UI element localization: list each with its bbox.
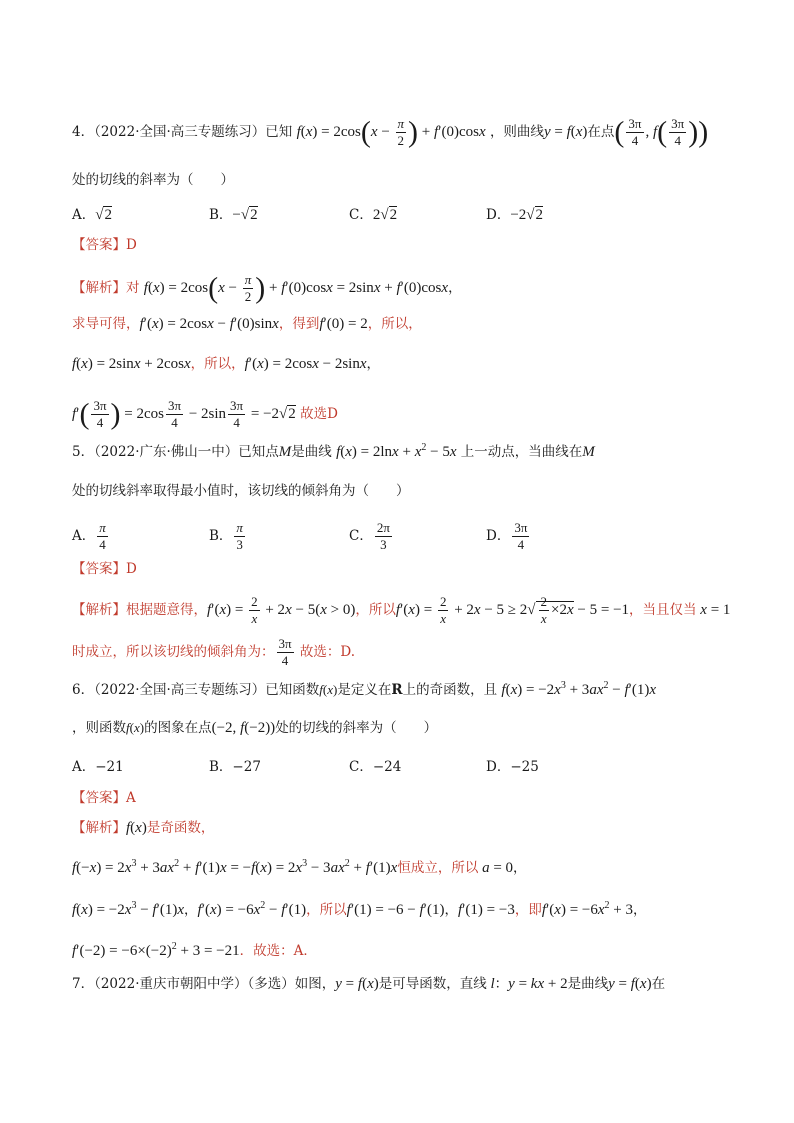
q4-option-d: D．−2√2 bbox=[486, 207, 544, 223]
q4-curve: y = f(x) bbox=[543, 123, 588, 140]
q4-mid: ，则曲线 bbox=[489, 123, 544, 140]
q5-option-b: B． $\frac{\pi}{3}$ bbox=[209, 520, 243, 552]
answer-value: D bbox=[126, 561, 137, 577]
answer-label: 【答案】 bbox=[72, 790, 126, 806]
answer-label: 【答案】 bbox=[72, 561, 126, 577]
q4-at-point: 在点 bbox=[587, 123, 615, 140]
q5-answer bbox=[72, 559, 137, 579]
q6-stem: 6．（2022·全国·高三专题练习）已知函数f(x)是定义在R上的奇函数，且 $f(x) = -2x^3 + 3ax^2 - f'(1)x$ bbox=[72, 680, 657, 698]
q6-option-b: B．−27 bbox=[209, 759, 261, 775]
q4-header: 4．（2022·全国·高三专题练习）已知 bbox=[72, 123, 293, 140]
q4-analysis-3: f(x) = 2sinx + 2cosx，所以，f′(x) = 2cosx − 2sinx， bbox=[72, 356, 381, 372]
q4-function-expr: f(x) = 2cos(x − $\frac{\pi}{2}$ ) + f′(0)cosx bbox=[296, 115, 486, 149]
q6-analysis-3: $f(x) = -2x^3 - f'(1)x$，$f'(x) = -6x^2 - f'(1)$，所以f′(1) = −6 − f′(1)，f′(1) = −3，即$f'(x) = -6x^2 + 3$， bbox=[72, 900, 647, 918]
q6-analysis-2: $f(-x) = 2x^3 + 3ax^2 + f'(1)x = -f(x) = 2x^3 - 3ax^2 + f'(1)x$恒成立，所以 a = 0， bbox=[72, 858, 527, 876]
q4-option-c: C．2√2 bbox=[349, 207, 398, 223]
q4-analysis-1: 【解析】对 f(x) = 2cos(x − $\frac{\pi}{2}$ ) + f′(0)cosx = 2sinx + f′(0)cosx， bbox=[72, 271, 462, 305]
analysis-label: 【解析】 bbox=[72, 279, 126, 296]
q6-options bbox=[72, 757, 722, 777]
q4-options bbox=[72, 205, 722, 225]
q4-point: ( $\frac{3\pi}{4}$ , f( $\frac{3\pi}{4}$ )) bbox=[614, 115, 709, 149]
analysis-label: 【解析】 bbox=[72, 820, 126, 836]
analysis-label: 【解析】 bbox=[72, 601, 126, 618]
q5-option-a: A． $\frac{\pi}{4}$ bbox=[72, 520, 106, 552]
q6-option-c: C．−24 bbox=[349, 759, 402, 775]
q5-option-d: D． $\frac{3\pi}{4}$ bbox=[486, 520, 528, 552]
q6-option-a: A．−21 bbox=[72, 759, 124, 775]
q5-line2: 处的切线斜率取得最小值时，该切线的倾斜角为（ ） bbox=[72, 483, 410, 499]
answer-label: 【答案】 bbox=[72, 237, 126, 253]
q5-stem: 5．（2022·广东·佛山一中）已知点M是曲线 $f(x) = 2\ln x + x^2 - 5x$ 上一动点，当曲线在M bbox=[72, 442, 595, 460]
q6-analysis-4: $f'(-2) = -6\times(-2)^2 + 3 = -21$．故选：A． bbox=[72, 941, 317, 959]
q5-analysis-1: 【解析】根据题意得，f′(x) = $\frac{2}{x}$ + 2x − 5(x > 0)，所以f′(x) = $\frac{2}{x}$ + 2x − 5 ≥ 2√ $\frac{2}{x}$ ×2x − 5 = −1，当且仅当 x = 1 bbox=[72, 594, 731, 626]
q4-option-a: A．√2 bbox=[72, 207, 112, 223]
q6-line2: ，则函数f(x)的图象在点(−2, f(−2))处的切线的斜率为（ ） bbox=[72, 720, 438, 736]
q5-options bbox=[72, 520, 722, 552]
q4-stem bbox=[72, 116, 708, 149]
answer-value: A bbox=[126, 790, 136, 806]
q6-option-d: D．−25 bbox=[486, 759, 539, 775]
q4-analysis-2: 求导可得，f′(x) = 2cosx − f′(0)sinx，得到f′(0) = 2，所以， bbox=[72, 316, 422, 332]
q6-answer bbox=[72, 788, 136, 808]
q5-header: 5．（2022·广东·佛山一中）已知点 bbox=[72, 444, 279, 460]
q4-answer bbox=[72, 235, 137, 255]
q6-header: 6．（2022·全国·高三专题练习）已知函数 bbox=[72, 682, 320, 698]
q5-analysis-2: 时成立，所以该切线的倾斜角为： $\frac{3\pi}{4}$ 故选：D. bbox=[72, 636, 356, 668]
q4-line2: 处的切线的斜率为（ ） bbox=[72, 172, 234, 188]
q6-analysis-1: 【解析】f(x)是奇函数， bbox=[72, 820, 215, 836]
q4-analysis-4: f′( $\frac{3\pi}{4}$ ) = 2cos $\frac{3\pi}{4}$ − 2sin $\frac{3\pi}{4}$ = −2√2 故选D bbox=[72, 397, 338, 431]
q5-option-c: C． $\frac{2\pi}{3}$ bbox=[349, 520, 390, 552]
q7-stem: 7．（2022·重庆市朝阳中学）（多选）如图，y = f(x)是可导函数，直线 l：y = kx + 2是曲线y = f(x)在 bbox=[72, 976, 666, 992]
q4-option-b: B．−√2 bbox=[209, 207, 258, 223]
answer-value: D bbox=[126, 237, 137, 253]
